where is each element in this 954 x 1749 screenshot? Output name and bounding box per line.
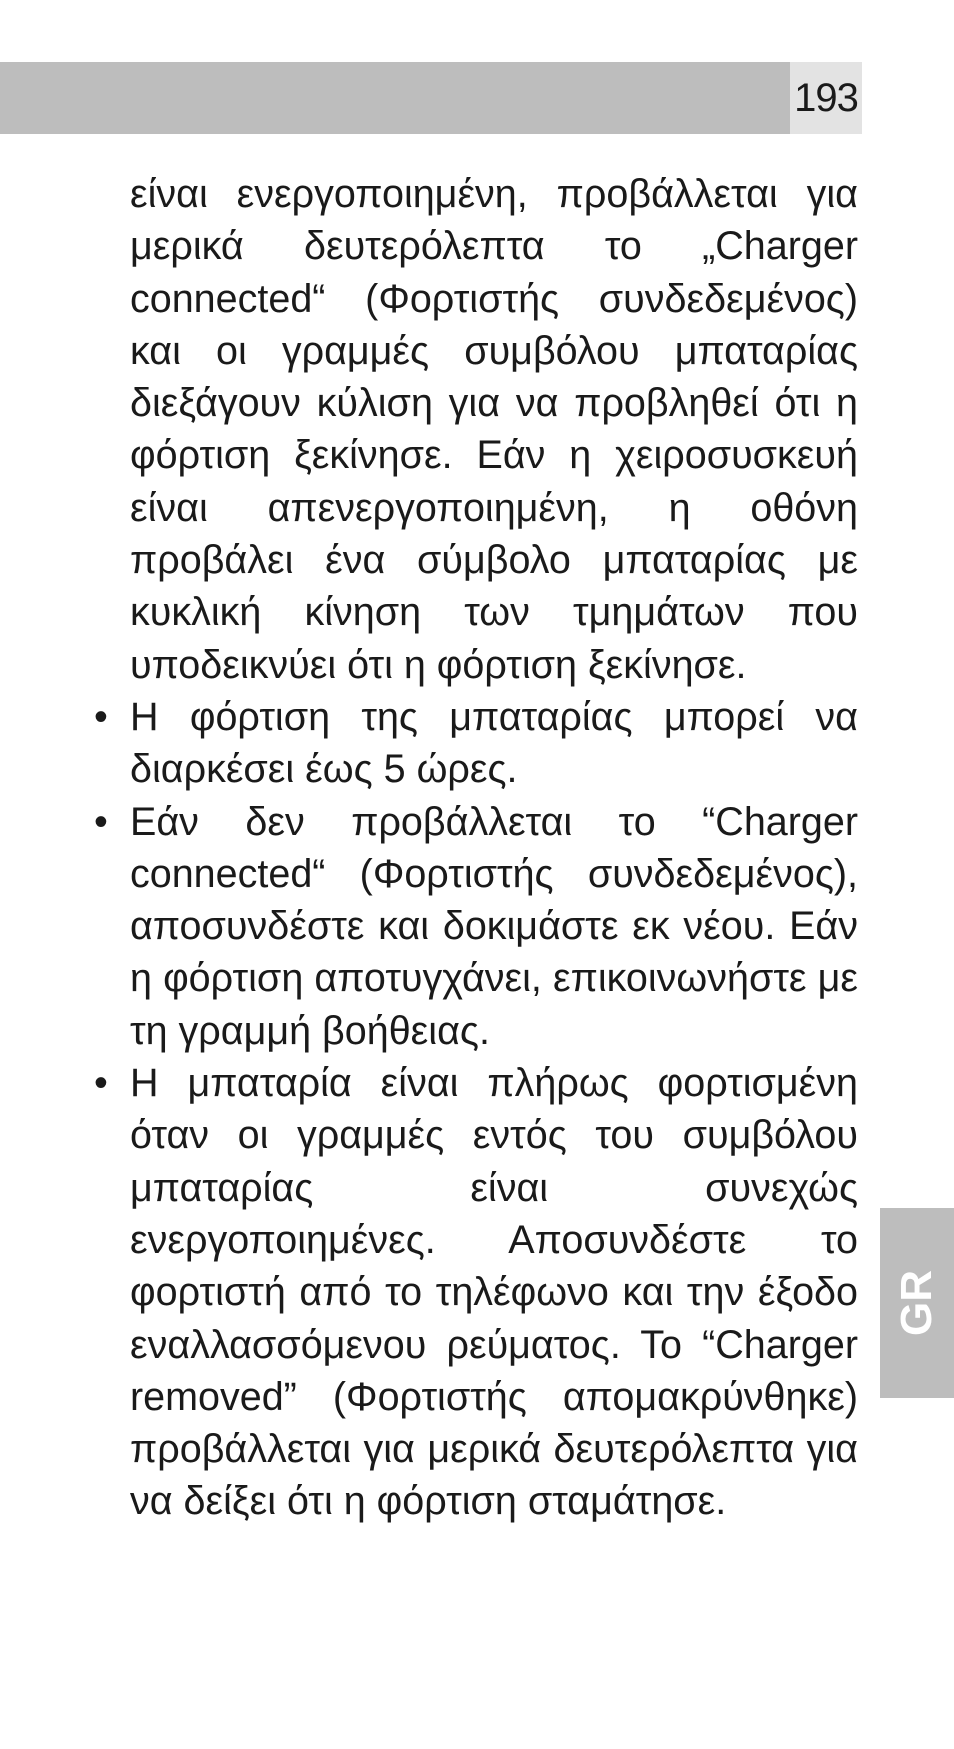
language-tab [880, 1208, 954, 1398]
main-content [130, 168, 858, 1528]
intro-paragraph: είναι ενεργοποιημένη, προβάλλεται για μερικά δευτερόλεπτα το „Charger connected“ (Φορτιστής συνδεδεμένος) και οι γραμμές συμβόλου μπαταρίας διεξάγουν κύλιση για να προβληθεί ότι η φόρτιση ξεκίνησε. Εάν η χειροσυσκευή είναι απενεργοποιημένη, η οθόνη προβάλει ένα σύμβολο μπαταρίας με κυκλική κίνηση των τμημάτων που υποδεικνύει ότι η φόρτιση ξεκίνησε. [130, 172, 858, 687]
header-bar [0, 62, 790, 134]
list-item: • Εάν δεν προβάλλεται το “Charger connected“ (Φορτιστής συνδεδεμένος), αποσυνδέστε και δοκιμάστε εκ νέου. Εάν η φόρτιση αποτυγχάνει, επικοινωνήστε με τη γραμμή βοήθειας. [130, 796, 858, 1057]
list-item: • Η μπαταρία είναι πλήρως φορτισμένη όταν οι γραμμές εντός του συμβόλου μπαταρίας είναι συνεχώς ενεργοποιημένες. Αποσυνδέστε το φορτιστή από το τηλέφωνο και την έξοδο εναλλασσόμενου ρεύματος. Το “Charger removed” (Φορτιστής απομακρύνθηκε) προβάλλεται για μερικά δευτερόλεπτα για να δείξει ότι η φόρτιση σταμάτησε. [130, 1057, 858, 1528]
list-item: • Η φόρτιση της μπαταρίας μπορεί να διαρκέσει έως 5 ώρες. [130, 691, 858, 796]
language-tab-label: GR [892, 1270, 941, 1336]
bullet-list [130, 691, 858, 1528]
page-number: 193 [790, 62, 862, 134]
